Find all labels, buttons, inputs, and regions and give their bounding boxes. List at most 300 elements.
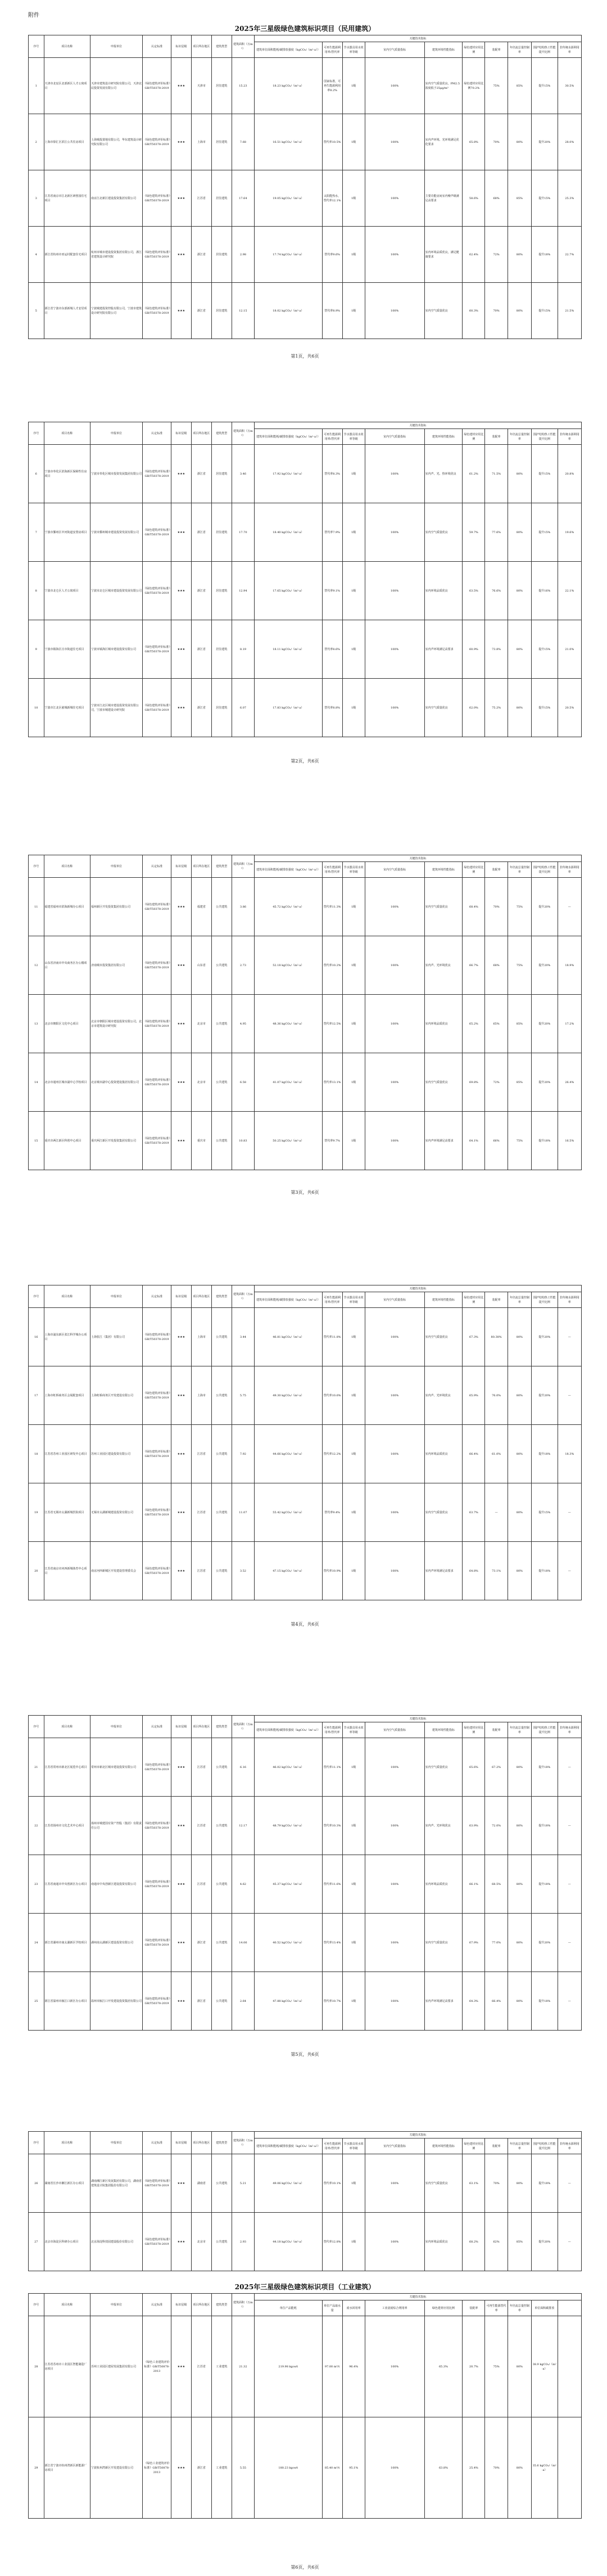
green-material-value: 66.7% <box>463 936 485 995</box>
standard: 《绿色建筑评价标准》GB/T50378-2019 <box>143 227 171 283</box>
no-header: 序号 <box>29 35 44 58</box>
air-value: 100% <box>365 936 424 995</box>
region-header: 项目所在地区 <box>191 1285 211 1308</box>
air-value: 100% <box>365 1855 424 1914</box>
star-rating: ★★★ <box>171 2316 191 2417</box>
standard-header: 认定标准 <box>143 1285 171 1308</box>
renewable-header: 可再生能源利用率/替代率 <box>322 2139 342 2154</box>
env-value: 室内声、光环境优良 <box>424 936 463 995</box>
table-row <box>29 1738 582 1797</box>
building-area: 14.06 <box>232 1914 254 1972</box>
water-value: 1级 <box>342 936 365 995</box>
green-material-value: 67.9% <box>463 1914 485 1972</box>
header-row <box>29 855 582 862</box>
row-number: 3 <box>29 170 44 227</box>
nonconv-value: — <box>558 1308 581 1366</box>
applicant: 北京城市副中心投资建设集团有限公司 <box>90 1053 143 1112</box>
env-value: 室内空气质量优良 <box>424 2154 463 2213</box>
row-number: 19 <box>29 1483 44 1542</box>
applicant: 上海城投置地有限公司，华东建筑设计研究院有限公司 <box>90 114 143 170</box>
prefab-header: 装配率 <box>485 1292 508 1308</box>
renewable-header: 可再生能源替代率 <box>485 2300 508 2316</box>
standard: 《绿色建筑评价标准》GB/T50378-2019 <box>143 1542 171 1600</box>
standard-header: 认定标准 <box>143 1716 171 1738</box>
page-2 <box>28 422 582 765</box>
insulation-header: 围护结构热工性能提升比例 <box>531 862 558 878</box>
building-area: 5.21 <box>232 2154 254 2213</box>
rain-header: 年径流总量控制率 <box>508 2300 531 2316</box>
region: 重庆市 <box>191 1112 211 1170</box>
prefab-value: 25.4% <box>463 2417 485 2519</box>
prefab-value: 71.5% <box>485 445 508 503</box>
energy-header: 建筑单位面积能耗/碳排放强度（kgCO₂/（m²·a）） <box>255 862 323 878</box>
key-indicators-header: 关键技术指标 <box>255 35 582 42</box>
building-type: 公共建筑 <box>211 936 232 995</box>
energy-value: 17.92 kgCO₂/（m²·a） <box>255 445 323 503</box>
table-row <box>29 2213 582 2271</box>
building-type: 公共建筑 <box>211 878 232 936</box>
region-header: 项目所在地区 <box>191 422 211 445</box>
key-indicators-header: 关键技术指标 <box>255 2294 582 2300</box>
water-value: 1级 <box>342 1797 365 1855</box>
star-rating: ★★★ <box>171 227 191 283</box>
energy-value: 45.37 kgCO₂/（m²·a） <box>255 1855 323 1914</box>
star-header: 标识星级 <box>171 855 191 878</box>
region: 浙江省 <box>191 1914 211 1972</box>
area-header: 建筑面积（万m²） <box>232 2294 254 2316</box>
project-name: 山东省济南市中央商务区办公楼项目 <box>44 936 90 995</box>
applicant: 宁波市江北区城市建设投资发展有限公司，宁波市城建设计研究院 <box>90 679 143 737</box>
table-row <box>29 562 582 620</box>
prefab-value: 68% <box>485 936 508 995</box>
applicant: 宁波城建投资控股有限公司，宁波市建筑设计研究院有限公司 <box>90 283 143 339</box>
green-material-value: 59.7% <box>463 503 485 562</box>
renewable-value: 替代率8.3% <box>322 445 342 503</box>
standard: 《绿色建筑评价标准》GB/T50378-2019 <box>143 2213 171 2271</box>
prefab-value: 70% <box>485 2154 508 2213</box>
renewable-value: 国家标准，可再生能源利用率8.2% <box>322 58 342 114</box>
table-row <box>29 1972 582 2031</box>
page-4 <box>28 1285 582 1628</box>
env-value: 室内空气质量优良 <box>424 878 463 936</box>
water-value: 1级 <box>342 562 365 620</box>
region: 浙江省 <box>191 283 211 339</box>
building-type: 居住建筑 <box>211 58 232 114</box>
building-area: 6.16 <box>232 1738 254 1797</box>
prefab-header: 装配率 <box>485 862 508 878</box>
row-number: 28 <box>29 2316 44 2417</box>
air-value: 100% <box>365 1738 424 1797</box>
env-value: 室内空气质量优良，PM2.5浓度低于25μg/m³ <box>424 58 463 114</box>
applicant: 北京海淀科技园建设股份有限公司 <box>90 2213 143 2271</box>
prefab-value: — <box>485 1483 508 1542</box>
standard: 《绿色建筑评价标准》GB/T50378-2019 <box>143 878 171 936</box>
project-name: 天津市北辰区北部新区人才公寓项目 <box>44 58 90 114</box>
air-header: 室内空气质量指标 <box>365 1292 424 1308</box>
standard: 《绿色建筑评价标准》GB/T50378-2019 <box>143 1855 171 1914</box>
building-type: 公共建筑 <box>211 1855 232 1914</box>
env-value: 室内空气质量优良 <box>424 283 463 339</box>
table-row <box>29 1112 582 1170</box>
region: 浙江省 <box>191 1972 211 2031</box>
air-value: 100% <box>365 1914 424 1972</box>
env-value: 室内声环境满足高要求 <box>424 620 463 679</box>
rain-value: 85% <box>508 995 531 1053</box>
applicant: 宁波市鄞州城市建设投资发展有限公司 <box>90 503 143 562</box>
insulation-header: 围护结构热工性能提升比例 <box>531 429 558 445</box>
building-type: 居住建筑 <box>211 503 232 562</box>
green-material-header: 绿色建材应用比例 <box>463 2139 485 2154</box>
water-value: 1级 <box>342 227 365 283</box>
green-material-value: 60.9% <box>463 620 485 679</box>
rain-value: 80% <box>508 1308 531 1366</box>
renewable-value: 替代率7.9% <box>322 503 342 562</box>
star-header: 标识星级 <box>171 2294 191 2316</box>
star-rating: ★★★ <box>171 2417 191 2519</box>
env-value: 室内空气质量优良 <box>424 1738 463 1797</box>
insulation-value: 提升18% <box>531 1542 558 1600</box>
energy-value: 50.25 kgCO₂/（m²·a） <box>255 1112 323 1170</box>
building-area: 2.64 <box>232 1972 254 2031</box>
water-header: 单位产品取水量 <box>322 2300 342 2316</box>
standard: 《绿色工业建筑评价标准》GB/T50878-2013 <box>143 2417 171 2519</box>
nonconv-value: — <box>558 1914 581 1972</box>
applicant: 宁波杭州湾新区开发建设有限公司 <box>90 2417 143 2519</box>
env-value: 室内环境品质优良，满足健康要求 <box>424 227 463 283</box>
applicant: 上海虹桥商务区开发建设有限公司 <box>90 1366 143 1425</box>
prefab-value: 70% <box>485 114 508 170</box>
green-material-value: 68.4% <box>463 878 485 936</box>
air-header: 室内空气质量指标 <box>365 42 424 58</box>
project-header: 项目名称 <box>44 2132 90 2154</box>
nonconv-value: 22.7% <box>558 227 581 283</box>
no-header: 序号 <box>29 1716 44 1738</box>
green-material-value: 63.7% <box>463 1483 485 1542</box>
building-type: 公共建筑 <box>211 1425 232 1483</box>
row-number: 25 <box>29 1972 44 2031</box>
row-number: 24 <box>29 1914 44 1972</box>
project-name: 浙江省杭州市亚运村配套住宅项目 <box>44 227 90 283</box>
env-value: 室内声环境满足高要求 <box>424 1112 463 1170</box>
region-header: 项目所在地区 <box>191 35 211 58</box>
applicant: 重庆两江新区开发投资集团有限公司 <box>90 1112 143 1170</box>
nonconv-header: 非传统水源利用率 <box>558 42 581 58</box>
renewable-value: 替代率9.6% <box>322 227 342 283</box>
project-name: 湖南省长沙市湘江新区办公项目 <box>44 2154 90 2213</box>
table-row <box>29 1308 582 1366</box>
project-name: 江苏省常州市新北区展览中心项目 <box>44 1738 90 1797</box>
standard: 《绿色建筑评价标准》GB/T50378-2019 <box>143 1053 171 1112</box>
star-rating: ★★★ <box>171 1738 191 1797</box>
insulation-value: 提升18% <box>531 1425 558 1483</box>
row-number: 7 <box>29 503 44 562</box>
prefab-value: 65% <box>485 995 508 1053</box>
green-material-value: 60.3% <box>463 283 485 339</box>
insulation-value: 提升18% <box>531 1797 558 1855</box>
rain-value: 80% <box>508 445 531 503</box>
building-type: 公共建筑 <box>211 1542 232 1600</box>
page-number: 第5页，共6页 <box>291 2052 319 2057</box>
applicant: 宁波市镇海区城市建设投资有限公司 <box>90 620 143 679</box>
region-header: 项目所在地区 <box>191 2132 211 2154</box>
rain-value: 75% <box>508 1112 531 1170</box>
env-header: 建筑环境性能指标 <box>424 42 463 58</box>
insulation-header: 围护结构热工性能提升比例 <box>531 42 558 58</box>
building-type: 居住建筑 <box>211 283 232 339</box>
rain-value: 80% <box>508 562 531 620</box>
green-material-value: 62.4% <box>463 227 485 283</box>
industrial-table <box>28 2293 582 2519</box>
energy-value: 41.07 kgCO₂/（m²·a） <box>255 1053 323 1112</box>
building-type: 居住建筑 <box>211 562 232 620</box>
energy-value: 16.51 kgCO₂/（m²·a） <box>255 114 323 170</box>
project-header: 项目名称 <box>44 855 90 878</box>
applicant: 常州市新北区城市建设投资有限公司 <box>90 1738 143 1797</box>
applicant-header: 申报单位 <box>90 422 143 445</box>
green-material-value: 67.3% <box>463 1308 485 1366</box>
star-rating: ★★★ <box>171 1797 191 1855</box>
region-header: 项目所在地区 <box>191 2294 211 2316</box>
nonconv-header: 非传统水源利用率 <box>558 2139 581 2154</box>
table-row <box>29 995 582 1053</box>
building-area: 12.15 <box>232 283 254 339</box>
air-header: 室内空气质量指标 <box>365 2139 424 2154</box>
insulation-value: 提升20% <box>531 1366 558 1425</box>
rain-value: 80% <box>508 1542 531 1600</box>
insulation-value: 提升20% <box>531 936 558 995</box>
applicant: 上海张江（集团）有限公司 <box>90 1308 143 1366</box>
water-value: 1级 <box>342 1914 365 1972</box>
green-material-value: 64.1% <box>463 1112 485 1170</box>
star-rating: ★★★ <box>171 283 191 339</box>
area-header: 建筑面积（万m²） <box>232 1716 254 1738</box>
project-name: 福建省福州市滨海新城办公项目 <box>44 878 90 936</box>
project-header: 项目名称 <box>44 2294 90 2316</box>
project-name: 上海市虹桥商务区会展配套项目 <box>44 1366 90 1425</box>
project-name: 宁波市奉化区滨海新区保障性住房项目 <box>44 445 90 503</box>
star-rating: ★★★ <box>171 1308 191 1366</box>
green-material-value: 64.8% <box>463 1542 485 1600</box>
star-rating: ★★★ <box>171 170 191 227</box>
energy-header: 建筑单位面积能耗/碳排放强度（kgCO₂/（m²·a）） <box>255 42 323 58</box>
project-name: 宁波市鄞州区中河街道安置房项目 <box>44 503 90 562</box>
civil-table-4 <box>28 1285 582 1600</box>
building-type: 公共建筑 <box>211 1112 232 1170</box>
building-area: 4.95 <box>232 995 254 1053</box>
rain-value: 80% <box>508 1738 531 1797</box>
waste-value: 100% <box>365 2417 424 2519</box>
region: 江苏省 <box>191 1797 211 1855</box>
air-value: 100% <box>365 620 424 679</box>
rain-value: 80% <box>508 679 531 737</box>
env-value: 室内声、光环境优良 <box>424 1366 463 1425</box>
rain-value: 80% <box>508 1366 531 1425</box>
table-row <box>29 283 582 339</box>
building-area: 5.75 <box>232 1366 254 1425</box>
reuse-value: 96.4% <box>342 2316 365 2417</box>
region: 江苏省 <box>191 1425 211 1483</box>
project-name: 浙江省宁波市杭州湾新区新能源厂房项目 <box>44 2417 90 2519</box>
air-header: 室内空气质量指标 <box>365 429 424 445</box>
region: 北京市 <box>191 995 211 1053</box>
env-value: 室内空气质量优良 <box>424 1308 463 1366</box>
table-row <box>29 2417 582 2519</box>
area-header: 建筑面积（万m²） <box>232 855 254 878</box>
applicant: 宁波市北仑区城市建设投资发展有限公司 <box>90 562 143 620</box>
nonconv-value: — <box>558 1542 581 1600</box>
applicant-header: 申报单位 <box>90 855 143 878</box>
energy-value: 46.81 kgCO₂/（m²·a） <box>255 1308 323 1366</box>
renewable-value: 替代率11.1% <box>322 1738 342 1797</box>
table-row <box>29 1483 582 1542</box>
nonconv-value: 18.3% <box>558 1425 581 1483</box>
region: 浙江省 <box>191 503 211 562</box>
building-area: 11.07 <box>232 1483 254 1542</box>
project-name: 浙江省温州市瓯江口新区办公项目 <box>44 1972 90 2031</box>
table-row <box>29 1366 582 1425</box>
water-value: 1级 <box>342 1425 365 1483</box>
renewable-value: 替代率9.7% <box>322 1112 342 1170</box>
applicant: 杭州市城市建设投资集团有限公司，浙江省建筑设计研究院 <box>90 227 143 283</box>
rain-value: 80% <box>508 114 531 170</box>
region: 浙江省 <box>191 562 211 620</box>
row-number: 6 <box>29 445 44 503</box>
water-value: 1级 <box>342 58 365 114</box>
water-value: 1级 <box>342 503 365 562</box>
env-value: 室内环境品质优良 <box>424 1425 463 1483</box>
building-area: 10.83 <box>232 1112 254 1170</box>
standard: 《绿色建筑评价标准》GB/T50378-2019 <box>143 620 171 679</box>
renewable-value: 替代率11.3% <box>322 878 342 936</box>
rain-value: 80% <box>508 2417 531 2519</box>
energy-value: 19.05 kgCO₂/（m²·a） <box>255 170 323 227</box>
page-3 <box>28 855 582 1198</box>
renewable-value: 替代率8.8% <box>322 679 342 737</box>
prefab-value: 76.6% <box>485 562 508 620</box>
standard-header: 认定标准 <box>143 2294 171 2316</box>
building-area: 3.86 <box>232 878 254 936</box>
water-value: 1级 <box>342 1738 365 1797</box>
standard: 《绿色建筑评价标准》GB/T50378-2019 <box>143 503 171 562</box>
row-number: 4 <box>29 227 44 283</box>
air-value: 100% <box>365 1053 424 1112</box>
air-value: 100% <box>365 2213 424 2271</box>
water-header: 节水器具用水效率等级 <box>342 2139 365 2154</box>
project-name: 宁波市镇海区庄市街道住宅项目 <box>44 620 90 679</box>
green-material-header: 绿色建材应用比例 <box>463 429 485 445</box>
water-value: 1级 <box>342 1112 365 1170</box>
renewable-header: 可再生能源利用率/替代率 <box>322 42 342 58</box>
nonconv-value: 25.3% <box>558 170 581 227</box>
rain-value: 80% <box>508 1425 531 1483</box>
prefab-value: 68.5% <box>485 1855 508 1914</box>
star-rating: ★★★ <box>171 679 191 737</box>
renewable-value: 70% <box>485 2417 508 2519</box>
green-material-value: 65.8% <box>463 114 485 170</box>
header-row <box>29 2132 582 2139</box>
rain-value: 85% <box>508 58 531 114</box>
nonconv-value: 20.5% <box>558 679 581 737</box>
insulation-value: 提升18% <box>531 2154 558 2213</box>
star-rating: ★★★ <box>171 1053 191 1112</box>
row-number: 27 <box>29 2213 44 2271</box>
building-type: 公共建筑 <box>211 1972 232 2031</box>
prefab-value: 66% <box>485 1112 508 1170</box>
page-1 <box>28 22 582 360</box>
row-number: 9 <box>29 620 44 679</box>
building-area: 6.07 <box>232 679 254 737</box>
env-header: 建筑环境性能指标 <box>424 2139 463 2154</box>
prefab-header: 装配率 <box>485 42 508 58</box>
standard: 《绿色建筑评价标准》GB/T50378-2019 <box>143 1738 171 1797</box>
energy-value: 44.18 kgCO₂/（m²·a） <box>255 2213 323 2271</box>
star-rating: ★★★ <box>171 878 191 936</box>
row-number: 14 <box>29 1053 44 1112</box>
renewable-value: 替代率10.1% <box>322 2154 342 2213</box>
nonconv-value: 18.9% <box>558 936 581 995</box>
page-number: 第3页，共6页 <box>291 1190 319 1195</box>
reuse-header: 废水回用率 <box>342 2300 365 2316</box>
star-rating: ★★★ <box>171 445 191 503</box>
star-rating: ★★★ <box>171 995 191 1053</box>
env-header: 建筑环境性能指标 <box>424 862 463 878</box>
star-rating: ★★★ <box>171 562 191 620</box>
green-material-value: 66.1% <box>463 1855 485 1914</box>
rain-value: 85% <box>508 2213 531 2271</box>
standard: 《绿色建筑评价标准》GB/T50378-2019 <box>143 1797 171 1855</box>
standard: 《绿色建筑评价标准》GB/T50378-2019 <box>143 170 171 227</box>
nonconv-value: 17.2% <box>558 995 581 1053</box>
prefab-value: 75.2% <box>485 679 508 737</box>
type-header: 建筑类型 <box>211 2294 232 2316</box>
water-value: 1级 <box>342 1855 365 1914</box>
air-value: 100% <box>365 445 424 503</box>
water-value: 1级 <box>342 995 365 1053</box>
project-name: 宁波市江北区慈城新城住宅项目 <box>44 679 90 737</box>
applicant-header: 申报单位 <box>90 35 143 58</box>
applicant: 南通市中央创新区建设投资有限公司 <box>90 1855 143 1914</box>
region: 北京市 <box>191 1053 211 1112</box>
standard: 《绿色建筑评价标准》GB/T50378-2019 <box>143 445 171 503</box>
prefab-value: 75% <box>485 58 508 114</box>
insulation-value: 提升20% <box>531 1914 558 1972</box>
air-value: 100% <box>365 58 424 114</box>
air-value: 100% <box>365 1542 424 1600</box>
insulation-value: 提升15% <box>531 445 558 503</box>
green-material-value: 65.6% <box>463 1738 485 1797</box>
env-header: 建筑环境性能指标 <box>424 1292 463 1308</box>
region: 浙江省 <box>191 620 211 679</box>
project-name: 江苏省扬州市文化艺术中心项目 <box>44 1797 90 1855</box>
building-type: 居住建筑 <box>211 114 232 170</box>
air-value: 100% <box>365 1972 424 2031</box>
renewable-value: 替代率11.8% <box>322 1308 342 1366</box>
type-header: 建筑类型 <box>211 1716 232 1738</box>
header-row <box>29 1285 582 1292</box>
insulation-value: 提升15% <box>531 1483 558 1542</box>
env-value: 室内空气质量优良 <box>424 1053 463 1112</box>
star-rating: ★★★ <box>171 1542 191 1600</box>
key-indicators-header: 关键技术指标 <box>255 855 582 862</box>
energy-value: 17.65 kgCO₂/（m²·a） <box>255 562 323 620</box>
env-value: 室内环境品质优良 <box>424 995 463 1053</box>
insulation-value: 提升18% <box>531 227 558 283</box>
energy-value: 45.72 kgCO₂/（m²·a） <box>255 878 323 936</box>
nonconv-value: — <box>558 1855 581 1914</box>
star-rating: ★★★ <box>171 1972 191 2031</box>
region: 福建省 <box>191 878 211 936</box>
applicant: 宁波市奉化区城市投资发展集团有限公司 <box>90 445 143 503</box>
